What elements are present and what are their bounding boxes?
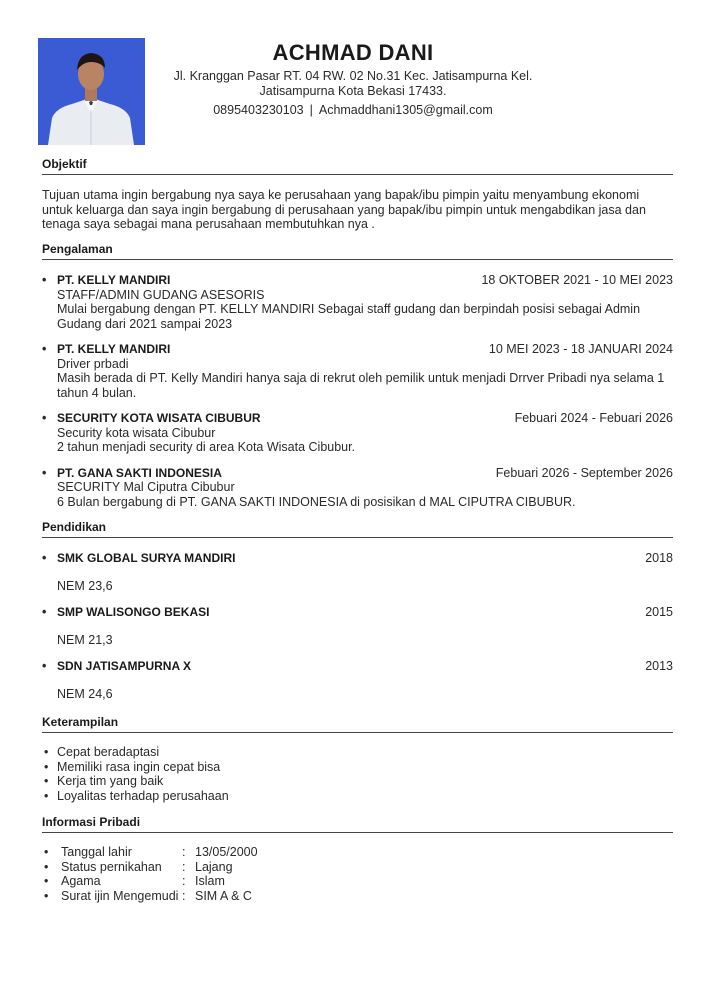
experience-desc: Masih berada di PT. Kelly Mandiri hanya saja di rekrut oleh pemilik untuk menjadi Drrver Pribadi nya selama 1 tahun 4 bulan. [57,371,665,400]
education-score: NEM 24,6 [57,686,113,701]
education-school: SMP WALISONGO BEKASI [57,605,210,619]
info-label: Surat ijin Mengemudi [61,888,179,903]
info-value: Lajang [195,859,233,874]
experience-org: SECURITY KOTA WISATA CIBUBUR [57,411,261,425]
education-section [42,520,673,701]
experience-date: 18 OKTOBER 2021 - 10 MEI 2023 [481,273,673,287]
skills-list [42,745,673,803]
experience-role: Driver prbadi [57,356,129,371]
objective-text: Tujuan utama ingin bergabung nya saya ke perusahaan yang bapak/ibu pimpin yaitu menyambung ekonomi untuk keluarga dan saya ingin bergabung di perusahaan yang bapak/ibu pimpin untuk mengabdikan jasa dan tenaga saya sebagai mana perusahaan membutuhkan nya . [42,188,646,231]
experience-date: 10 MEI 2023 - 18 JANUARI 2024 [488,342,673,356]
address-line-2: Jatisampurna Kota Bekasi 17433. [259,83,447,98]
education-year: 2018 [645,551,673,565]
experience-role: Security kota wisata Cibubur [57,425,216,440]
education-school: SDN JATISAMPURNA X [57,659,192,673]
contact-separator: | [309,103,313,117]
info-label: Tanggal lahir [61,845,132,859]
objective-title: Objektif [42,157,673,175]
experience-desc: Mulai bergabung dengan PT. KELLY MANDIRI Sebagai staff gudang dan berpindah posisi sebagai Admin Gudang dari 2021 sampai 2023 [57,302,641,331]
education-school: SMK GLOBAL SURYA MANDIRI [57,551,236,565]
candidate-name: ACHMAD DANI [272,40,434,65]
experience-role: STAFF/ADMIN GUDANG ASESORIS [57,287,265,302]
skill-item: • Kerja tim yang baik [44,774,164,788]
experience-date: Febuari 2026 - September 2026 [495,465,673,480]
personal-info-row: • Status pernikahan : Lajang [44,859,233,874]
education-item [42,659,673,701]
profile-photo [38,38,145,145]
personal-info-title: Informasi Pribadi [42,815,673,833]
personal-info-row: • Tanggal lahir : 13/05/2000 [44,845,258,859]
education-title: Pendidikan [42,520,673,538]
info-value: 13/05/2000 [195,845,258,859]
experience-org: PT. KELLY MANDIRI [57,273,171,287]
info-value: SIM A & C [195,888,252,903]
experience-org: PT. KELLY MANDIRI [57,342,171,356]
info-value: Islam [195,874,225,888]
address-line-1: Jl. Kranggan Pasar RT. 04 RW. 02 No.31 Kec. Jatisampurna Kel. [173,69,533,83]
experience-item [42,342,673,400]
personal-info-section [42,815,673,903]
bullet: • [42,342,47,356]
experience-item [42,466,673,510]
bullet: • [42,551,47,565]
experience-org: PT. GANA SAKTI INDONESIA [57,465,222,480]
bullet: • [42,659,47,673]
info-label: Agama [61,874,101,888]
address [150,69,556,98]
bullet: • [42,605,47,619]
header [150,40,556,118]
experience-item [42,411,673,455]
education-item [42,551,673,593]
experience-desc: 6 Bulan bergabung di PT. GANA SAKTI INDONESIA di posisikan d MAL CIPUTRA CIBUBUR. [57,494,576,509]
skill-item: • Cepat beradaptasi [44,745,160,759]
experience-title: Pengalaman [42,242,673,260]
skill-item: • Loyalitas terhadap perusahaan [44,788,229,803]
info-label: Status pernikahan [61,859,162,874]
experience-role: SECURITY Mal Ciputra Cibubur [57,480,235,494]
personal-info-row: • Agama : Islam [44,874,225,888]
experience-desc: 2 tahun menjadi security di area Kota Wisata Cibubur. [57,440,356,454]
bullet: • [42,273,47,287]
skills-title: Keterampilan [42,715,673,733]
education-score: NEM 23,6 [57,578,113,593]
personal-info-list [42,845,673,903]
email-address: Achmaddhani1305@gmail.com [318,103,493,117]
education-item [42,605,673,647]
education-year: 2015 [645,605,673,619]
experience-date: Febuari 2024 - Febuari 2026 [514,411,673,425]
bullet: • [42,411,47,425]
objective-section [42,157,673,232]
experience-item [42,273,673,331]
skill-item: • Memiliki rasa ingin cepat bisa [44,759,221,774]
phone-number: 0895403230103 [213,103,304,117]
education-year: 2013 [645,659,673,673]
personal-info-row: • Surat ijin Mengemudi : SIM A & C [44,888,252,903]
experience-section [42,242,673,509]
education-score: NEM 21,3 [57,632,113,647]
contact-line [150,103,556,118]
bullet: • [42,465,47,480]
skills-section [42,715,673,803]
